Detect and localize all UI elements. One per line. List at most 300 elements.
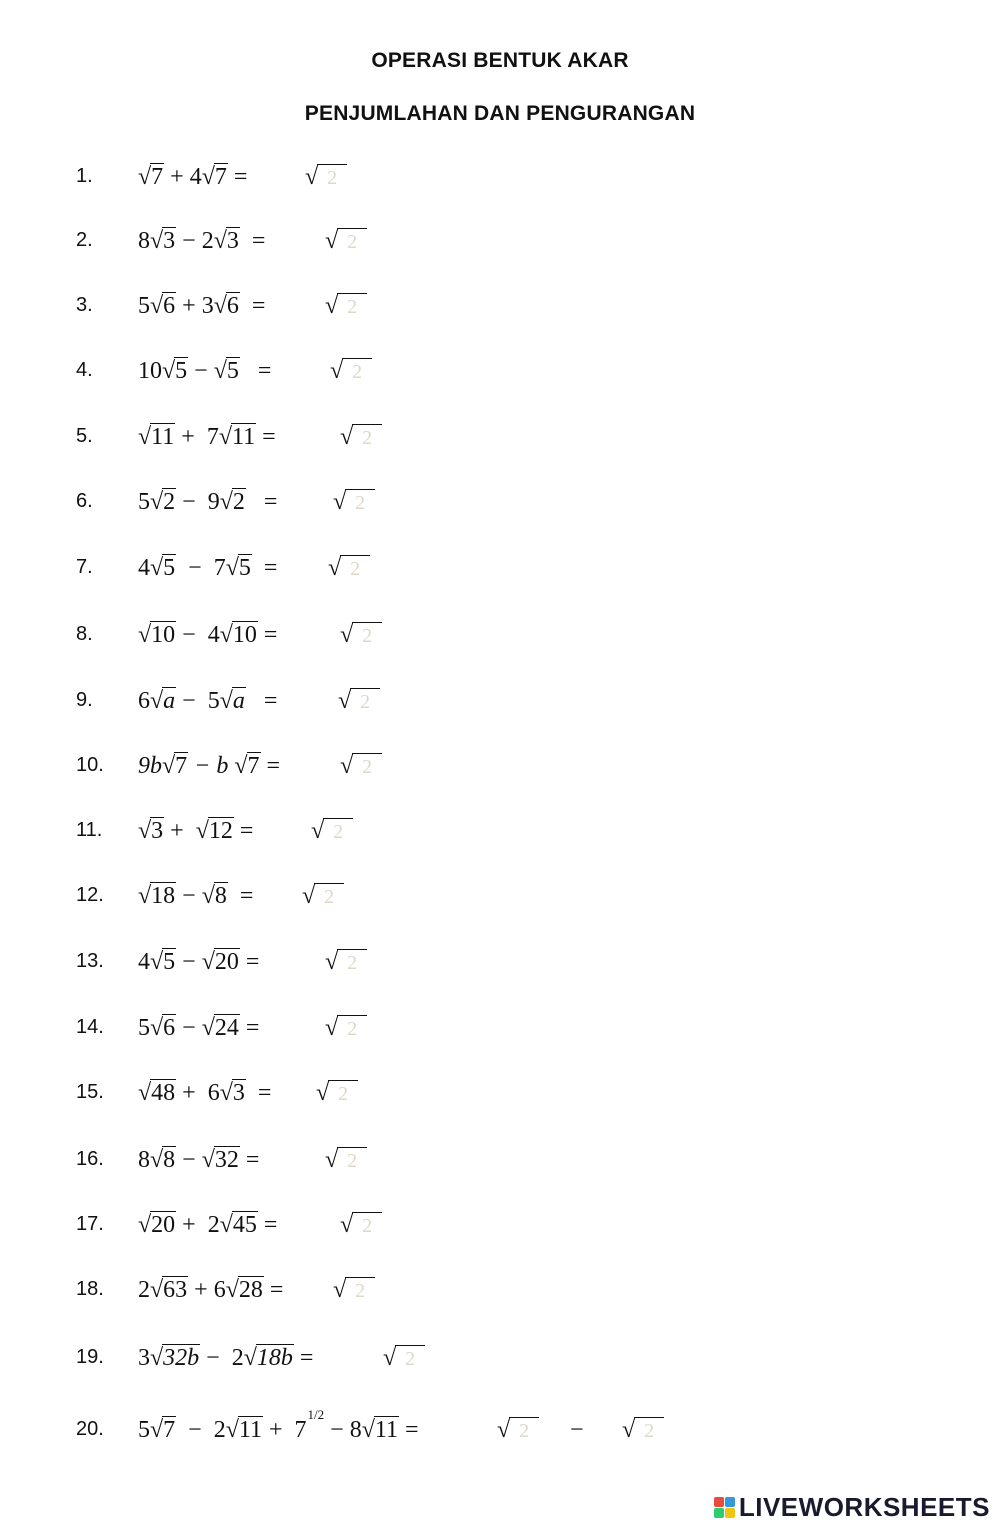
operator: − 2 <box>200 1345 244 1371</box>
radical <box>214 226 240 256</box>
radicand: 11 <box>238 1417 262 1443</box>
problem-row <box>0 1407 1000 1450</box>
problem-row <box>0 1008 1000 1048</box>
answer-placeholder: 2 <box>352 753 382 780</box>
answer-placeholder: 2 <box>634 1417 664 1444</box>
operator: − <box>176 949 202 975</box>
problem-expression <box>138 162 247 192</box>
radical <box>150 686 176 716</box>
sqrt-icon: √ <box>213 358 227 384</box>
sqrt-icon: √ <box>330 358 344 384</box>
answer-input[interactable] <box>325 947 367 977</box>
radical <box>150 487 176 517</box>
sqrt-icon: √ <box>195 818 209 844</box>
sqrt-icon: √ <box>311 818 325 844</box>
operator: = <box>239 949 260 975</box>
sqrt-icon: √ <box>150 1417 164 1443</box>
sqrt-icon: √ <box>138 883 152 909</box>
answer-placeholder: 2 <box>317 164 347 191</box>
operator: + 4 <box>164 164 202 190</box>
sqrt-icon: √ <box>162 753 176 779</box>
sqrt-icon: √ <box>138 164 152 190</box>
problem-number: 14. <box>76 1016 104 1038</box>
coefficient: 9b <box>138 753 162 779</box>
sqrt-icon: √ <box>201 164 215 190</box>
operator: = <box>257 622 278 648</box>
problem-row <box>0 157 1000 197</box>
sqrt-icon: √ <box>218 424 232 450</box>
problem-expression <box>138 881 253 911</box>
radicand: 10 <box>151 622 176 648</box>
radicand: 3 <box>163 228 176 254</box>
sqrt-icon: √ <box>150 688 164 714</box>
radicand: 3 <box>151 818 164 844</box>
problem-expression <box>138 291 265 321</box>
answer-input[interactable] <box>340 751 382 781</box>
radical <box>220 686 246 716</box>
sqrt-icon: √ <box>201 1015 215 1041</box>
sqrt-icon: √ <box>150 555 164 581</box>
radical <box>150 947 176 977</box>
problem-row <box>0 681 1000 721</box>
problem-row <box>0 286 1000 326</box>
answer-input[interactable] <box>325 291 367 321</box>
radicand: 5 <box>226 358 239 384</box>
operator: − 5 <box>176 688 220 714</box>
sqrt-icon: √ <box>243 1345 257 1371</box>
operator: = <box>233 818 254 844</box>
radical <box>220 1078 246 1108</box>
answer-input[interactable] <box>325 1145 367 1175</box>
radical <box>362 1415 399 1445</box>
operator: = <box>239 358 272 384</box>
answer-input[interactable] <box>340 1210 382 1240</box>
sqrt-icon: √ <box>138 622 152 648</box>
problem-expression <box>138 487 277 517</box>
sqrt-icon: √ <box>219 1212 233 1238</box>
problem-row <box>0 548 1000 588</box>
answer-placeholder: 2 <box>337 293 367 320</box>
answer-placeholder: 2 <box>328 1080 358 1107</box>
radicand: 48 <box>151 1080 176 1106</box>
sqrt-icon: √ <box>213 228 227 254</box>
operator: + 7 <box>175 424 219 450</box>
radicand: 5 <box>175 358 188 384</box>
problem-number: 7. <box>76 556 93 578</box>
answer-input[interactable] <box>325 1013 367 1043</box>
answer-placeholder: 2 <box>314 883 344 910</box>
radicand: 2 <box>163 489 176 515</box>
answer-placeholder: 2 <box>337 949 367 976</box>
answer-placeholder: 2 <box>352 1212 382 1239</box>
radical <box>244 1343 294 1373</box>
radical <box>214 291 240 321</box>
sqrt-icon: √ <box>333 1277 347 1303</box>
radical <box>220 1210 258 1240</box>
radicand: 45 <box>232 1212 257 1238</box>
sqrt-icon: √ <box>497 1417 511 1443</box>
operator: − <box>176 1015 202 1041</box>
problem-expression <box>138 1078 271 1108</box>
sqrt-icon: √ <box>361 1417 375 1443</box>
answer-input[interactable] <box>330 356 372 386</box>
operator: − 8 <box>324 1417 362 1443</box>
logo-icon <box>714 1497 735 1518</box>
problem-row <box>0 942 1000 982</box>
sqrt-icon: √ <box>325 293 339 319</box>
sqrt-icon: √ <box>150 949 164 975</box>
answer-input[interactable] <box>622 1415 664 1445</box>
answer-input[interactable] <box>340 620 382 650</box>
radicand: 5 <box>163 555 176 581</box>
operator: − <box>176 1147 202 1173</box>
sqrt-icon: √ <box>340 1212 354 1238</box>
radicand: 3 <box>226 228 239 254</box>
radicand: 10 <box>232 622 257 648</box>
operator: − 9 <box>176 489 220 515</box>
operator: − 2 <box>176 1417 226 1443</box>
answer-input[interactable] <box>333 1275 375 1305</box>
problem-expression <box>138 553 277 583</box>
sqrt-icon: √ <box>325 949 339 975</box>
radicand: 7 <box>175 753 188 779</box>
radicand: 11 <box>374 1417 398 1443</box>
radicand: 6 <box>163 293 176 319</box>
radicand: 18 <box>151 883 176 909</box>
problem-number: 17. <box>76 1213 104 1235</box>
problem-row <box>0 1073 1000 1113</box>
radicand: 6 <box>226 293 239 319</box>
operator: = <box>256 424 276 450</box>
operator: = <box>227 164 248 190</box>
radical <box>202 162 228 192</box>
sqrt-icon: √ <box>162 358 176 384</box>
radicand: a <box>232 688 245 714</box>
sqrt-icon: √ <box>340 622 354 648</box>
answer-placeholder: 2 <box>352 424 382 451</box>
radical <box>138 1078 176 1108</box>
problem-row <box>0 1205 1000 1245</box>
problem-row <box>0 221 1000 261</box>
exponent-denominator: 2 <box>317 1407 325 1422</box>
sqrt-icon: √ <box>219 1080 233 1106</box>
radicand: 3 <box>232 1080 245 1106</box>
radicand: a <box>163 688 176 714</box>
problem-expression <box>138 1407 419 1448</box>
radicand: 20 <box>151 1212 176 1238</box>
operator: = <box>399 1417 419 1443</box>
problem-number: 15. <box>76 1081 104 1103</box>
problem-row <box>0 482 1000 522</box>
answer-input[interactable] <box>302 881 344 911</box>
sqrt-icon: √ <box>150 1147 164 1173</box>
radical <box>219 422 256 452</box>
problem-row <box>0 1140 1000 1180</box>
problem-number: 13. <box>76 950 104 972</box>
radical <box>150 1415 176 1445</box>
radical <box>196 816 234 846</box>
problem-row <box>0 417 1000 457</box>
problem-number: 18. <box>76 1278 104 1300</box>
problem-number: 10. <box>76 754 104 776</box>
radicand: 24 <box>214 1015 239 1041</box>
problem-number: 2. <box>76 229 93 251</box>
problem-row <box>0 876 1000 916</box>
sqrt-icon: √ <box>316 1080 330 1106</box>
sqrt-icon: √ <box>225 1417 239 1443</box>
radical <box>202 947 240 977</box>
coefficient: 5 <box>138 489 150 515</box>
radical <box>226 1275 264 1305</box>
problem-expression <box>138 751 280 781</box>
answer-placeholder: 2 <box>337 1015 367 1042</box>
radical <box>138 162 164 192</box>
answer-placeholder: 2 <box>509 1417 539 1444</box>
problem-expression <box>138 422 276 452</box>
radical <box>150 1145 176 1175</box>
radical <box>138 816 164 846</box>
problem-expression <box>138 816 253 846</box>
radicand: 6 <box>163 1015 176 1041</box>
radical <box>226 1415 263 1445</box>
problem-expression <box>138 1145 259 1175</box>
problem-number: 11. <box>76 819 103 841</box>
sqrt-icon: √ <box>150 1277 164 1303</box>
radicand: 5 <box>238 555 251 581</box>
operator: + 6 <box>176 1080 220 1106</box>
answer-input[interactable] <box>338 686 380 716</box>
radical <box>138 422 175 452</box>
operator: − b <box>188 753 235 779</box>
problem-number: 4. <box>76 359 93 381</box>
answer-input[interactable] <box>305 162 347 192</box>
problem-expression <box>138 1343 313 1373</box>
sqrt-icon: √ <box>325 228 339 254</box>
operator: = <box>245 1080 272 1106</box>
worksheet-subtitle: PENJUMLAHAN DAN PENGURANGAN <box>304 102 696 125</box>
problem-row <box>0 615 1000 655</box>
radical <box>220 620 258 650</box>
answer-placeholder: 2 <box>337 228 367 255</box>
sqrt-icon: √ <box>328 555 342 581</box>
radical <box>202 1145 240 1175</box>
sqrt-icon: √ <box>234 753 248 779</box>
radicand: 32 <box>214 1147 239 1173</box>
answer-placeholder: 2 <box>395 1345 425 1372</box>
coefficient: 4 <box>138 949 150 975</box>
sqrt-icon: √ <box>219 489 233 515</box>
radical <box>150 1275 188 1305</box>
sqrt-icon: √ <box>213 293 227 319</box>
radical <box>214 356 240 386</box>
problem-expression <box>138 1275 283 1305</box>
radical <box>138 881 176 911</box>
sqrt-icon: √ <box>150 228 164 254</box>
radical <box>162 356 188 386</box>
sqrt-icon: √ <box>325 1015 339 1041</box>
radical <box>150 1013 176 1043</box>
sqrt-icon: √ <box>219 688 233 714</box>
problem-expression <box>138 947 259 977</box>
coefficient: 6 <box>138 688 150 714</box>
radicand: 8 <box>163 1147 176 1173</box>
answer-input[interactable] <box>497 1415 539 1445</box>
answer-input[interactable] <box>316 1078 358 1108</box>
radical <box>150 553 176 583</box>
answer-input[interactable] <box>340 422 382 452</box>
answer-placeholder: 2 <box>345 489 375 516</box>
answer-placeholder: 2 <box>340 555 370 582</box>
problem-number: 6. <box>76 490 93 512</box>
problem-number: 9. <box>76 689 93 711</box>
sqrt-icon: √ <box>201 1147 215 1173</box>
problem-expression <box>138 620 277 650</box>
operator: = <box>239 228 266 254</box>
sqrt-icon: √ <box>340 424 354 450</box>
operator: = <box>293 1345 314 1371</box>
operator: − <box>176 883 202 909</box>
radical <box>202 881 228 911</box>
radicand: 7 <box>247 753 260 779</box>
operator: − <box>188 358 214 384</box>
coefficient: 5 <box>138 1015 150 1041</box>
exponent <box>308 1407 325 1422</box>
problem-number: 12. <box>76 884 104 906</box>
radicand: 32b <box>163 1345 200 1371</box>
sqrt-icon: √ <box>201 883 215 909</box>
radicand: 63 <box>163 1277 188 1303</box>
coefficient: 10 <box>138 358 162 384</box>
answer-input[interactable] <box>311 816 353 846</box>
coefficient: 8 <box>138 1147 150 1173</box>
sqrt-icon: √ <box>150 1015 164 1041</box>
operator: = <box>251 555 278 581</box>
problem-expression <box>138 1013 259 1043</box>
operator: = <box>239 1147 260 1173</box>
sqrt-icon: √ <box>225 1277 239 1303</box>
radical <box>150 291 176 321</box>
operator: = <box>245 688 278 714</box>
radicand: 20 <box>214 949 239 975</box>
sqrt-icon: √ <box>150 1345 164 1371</box>
problem-number: 5. <box>76 425 93 447</box>
problem-expression <box>138 226 265 256</box>
radicand: 11 <box>151 424 175 450</box>
sqrt-icon: √ <box>340 753 354 779</box>
answer-placeholder: 2 <box>323 818 353 845</box>
minus-separator: − <box>570 1417 584 1443</box>
radical <box>162 751 188 781</box>
operator: = <box>239 293 266 319</box>
problem-number: 19. <box>76 1346 104 1368</box>
radicand: 2 <box>232 489 245 515</box>
sqrt-icon: √ <box>333 489 347 515</box>
answer-input[interactable] <box>383 1343 425 1373</box>
liveworksheets-logo <box>714 1492 990 1523</box>
sqrt-icon: √ <box>138 1080 152 1106</box>
answer-placeholder: 2 <box>345 1277 375 1304</box>
sqrt-icon: √ <box>150 489 164 515</box>
fraction-slash: / <box>314 1407 318 1422</box>
sqrt-icon: √ <box>219 622 233 648</box>
sqrt-icon: √ <box>138 424 152 450</box>
problem-number: 8. <box>76 623 93 645</box>
radicand: 5 <box>163 949 176 975</box>
problem-number: 20. <box>76 1418 104 1440</box>
radical <box>138 1210 176 1240</box>
operator: + <box>164 818 196 844</box>
operator: = <box>263 1277 284 1303</box>
sqrt-icon: √ <box>138 1212 152 1238</box>
operator: − 7 <box>176 555 226 581</box>
answer-placeholder: 2 <box>350 688 380 715</box>
radicand: 28 <box>238 1277 263 1303</box>
operator: − 4 <box>176 622 220 648</box>
problem-number: 16. <box>76 1148 104 1170</box>
answer-input[interactable] <box>328 553 370 583</box>
operator: + 2 <box>176 1212 220 1238</box>
operator: = <box>227 883 254 909</box>
sqrt-icon: √ <box>622 1417 636 1443</box>
operator: − 2 <box>176 228 214 254</box>
radical <box>138 620 176 650</box>
problem-expression <box>138 1210 277 1240</box>
answer-placeholder: 2 <box>352 622 382 649</box>
radical <box>220 487 246 517</box>
radicand: 12 <box>208 818 233 844</box>
radical <box>150 226 176 256</box>
problem-row <box>0 351 1000 391</box>
coefficient: 2 <box>138 1277 150 1303</box>
operator: + 7 <box>263 1417 307 1443</box>
operator: + 3 <box>176 293 214 319</box>
sqrt-icon: √ <box>325 1147 339 1173</box>
sqrt-icon: √ <box>138 818 152 844</box>
problem-expression <box>138 686 277 716</box>
problem-number: 1. <box>76 165 93 187</box>
radicand: 7 <box>151 164 164 190</box>
problem-row <box>0 1270 1000 1310</box>
radical <box>150 1343 200 1373</box>
worksheet-title: OPERASI BENTUK AKAR <box>371 49 629 72</box>
operator: = <box>257 1212 278 1238</box>
radicand: 7 <box>214 164 227 190</box>
radical <box>226 553 252 583</box>
radicand: 18b <box>256 1345 293 1371</box>
problem-expression <box>138 356 271 386</box>
operator: = <box>239 1015 260 1041</box>
answer-input[interactable] <box>333 487 375 517</box>
exponent-numerator: 1 <box>307 1407 315 1422</box>
problem-row <box>0 1338 1000 1378</box>
coefficient: 5 <box>138 1417 150 1443</box>
coefficient: 3 <box>138 1345 150 1371</box>
logo-text: LIVEWORKSHEETS <box>738 1492 990 1522</box>
answer-input[interactable] <box>325 226 367 256</box>
sqrt-icon: √ <box>201 949 215 975</box>
answer-placeholder: 2 <box>342 358 372 385</box>
radical <box>234 751 260 781</box>
sqrt-icon: √ <box>383 1345 397 1371</box>
operator: = <box>260 753 281 779</box>
radicand: 8 <box>214 883 227 909</box>
coefficient: 5 <box>138 293 150 319</box>
sqrt-icon: √ <box>150 293 164 319</box>
answer-placeholder: 2 <box>337 1147 367 1174</box>
coefficient: 8 <box>138 228 150 254</box>
sqrt-icon: √ <box>338 688 352 714</box>
problem-number: 3. <box>76 294 93 316</box>
